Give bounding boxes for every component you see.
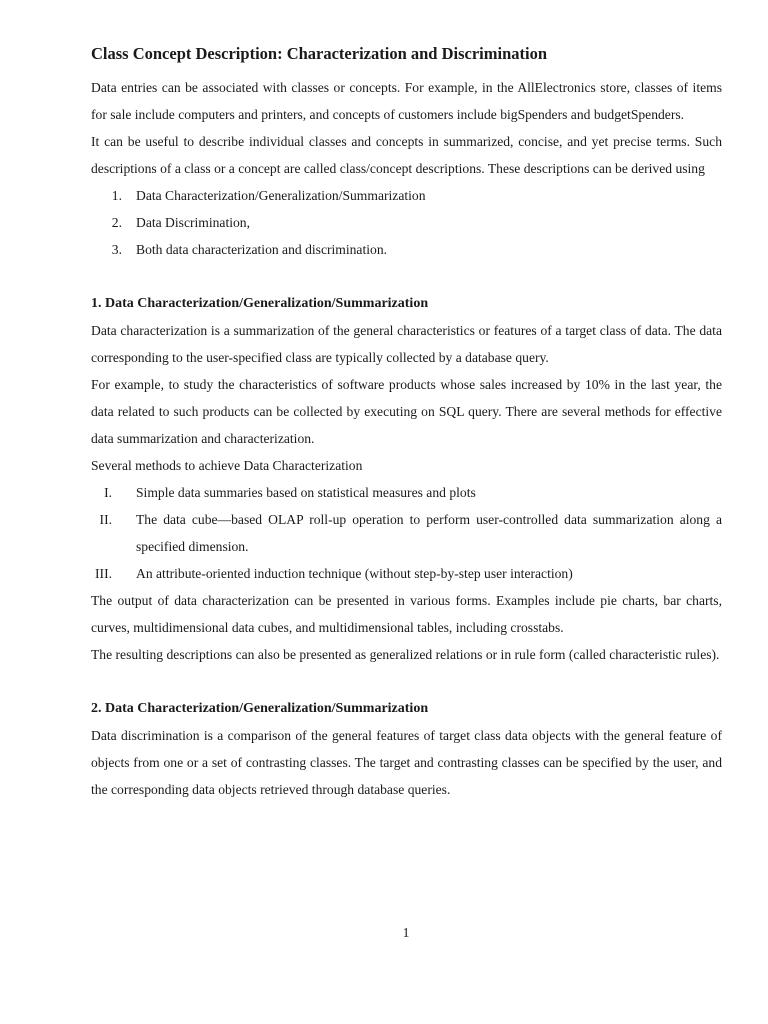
list-item bbox=[91, 560, 722, 587]
list-item-text: Simple data summaries based on statistical measures and plots bbox=[136, 485, 476, 500]
list-item-text: Data Discrimination, bbox=[136, 215, 251, 230]
list-marker: III. bbox=[95, 566, 112, 581]
list-item-text: The data cube—based OLAP roll-up operation to perform user-controlled data summarization along a specified dimension. bbox=[136, 512, 722, 554]
page-number: 1 bbox=[402, 925, 410, 940]
list-marker: 1. bbox=[111, 188, 122, 203]
list-marker: I. bbox=[104, 485, 112, 500]
intro-list bbox=[91, 182, 722, 263]
list-marker: 2. bbox=[111, 215, 122, 230]
section1-paragraph-3: Several methods to achieve Data Characterization bbox=[91, 458, 363, 473]
section2-paragraph-1: Data discrimination is a comparison of the general features of target class data objects with the general feature of objects from one or a set of contrasting classes. The target and contrasting classes can be specified by the user, and the corresponding data objects retrieved through database queries. bbox=[91, 728, 722, 797]
list-item bbox=[91, 506, 722, 560]
list-item bbox=[91, 182, 722, 209]
list-item-text: Data Characterization/Generalization/Summarization bbox=[136, 188, 426, 203]
list-item bbox=[91, 209, 722, 236]
intro-paragraph-1: Data entries can be associated with classes or concepts. For example, in the AllElectronics store, classes of items for sale include computers and printers, and concepts of customers include bigSpenders and budgetSpenders. bbox=[91, 80, 722, 122]
list-item bbox=[91, 236, 722, 263]
intro-paragraph-2: It can be useful to describe individual classes and concepts in summarized, concise, and yet precise terms. Such descriptions of a class or a concept are called class/concept descriptions. These descriptions can be derived using bbox=[91, 134, 722, 176]
section1-closing-paragraph-2: The resulting descriptions can also be presented as generalized relations or in rule form (called characteristic rules). bbox=[91, 647, 720, 662]
section2-heading: 2. Data Characterization/Generalization/Summarization bbox=[91, 701, 429, 716]
section1-paragraph-1: Data characterization is a summarization of the general characteristics or features of a target class of data. The data corresponding to the user-specified class are typically collected by a database query. bbox=[91, 323, 722, 365]
section1-closing-paragraph-1: The output of data characterization can be presented in various forms. Examples include pie charts, bar charts, curves, multidimensional data cubes, and multidimensional tables, including crosstabs. bbox=[91, 593, 722, 635]
section1-paragraph-2: For example, to study the characteristics of software products whose sales increased by 10% in the last year, the data related to such products can be collected by executing on SQL query. There are several methods for effective data summarization and characterization. bbox=[91, 377, 722, 446]
list-marker: II. bbox=[99, 512, 112, 527]
page-title: Class Concept Description: Characterization and Discrimination bbox=[91, 44, 548, 63]
methods-list bbox=[91, 479, 722, 587]
list-item-text: An attribute-oriented induction technique (without step-by-step user interaction) bbox=[136, 566, 573, 581]
section1-heading: 1. Data Characterization/Generalization/Summarization bbox=[91, 296, 429, 311]
list-item bbox=[91, 479, 722, 506]
section-spacer bbox=[91, 263, 722, 290]
section-spacer bbox=[91, 668, 722, 695]
list-marker: 3. bbox=[111, 242, 122, 257]
list-item-text: Both data characterization and discrimination. bbox=[136, 242, 388, 257]
